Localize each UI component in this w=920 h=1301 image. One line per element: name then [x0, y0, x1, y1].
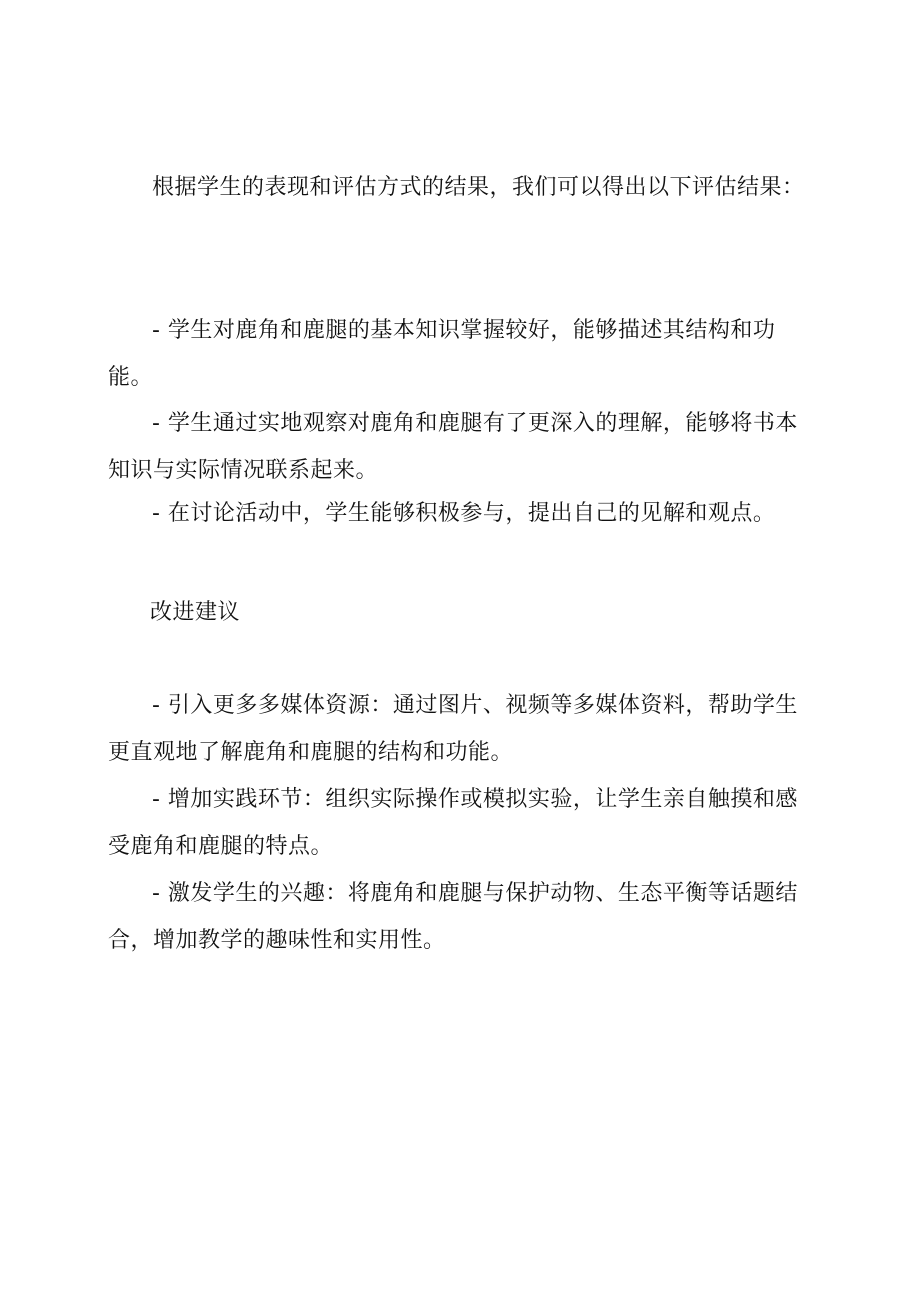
suggestion-3: - 激发学生的兴趣：将鹿角和鹿腿与保护动物、生态平衡等话题结合，增加教学的趣味性和实用性。 [108, 881, 798, 953]
suggestion-2: - 增加实践环节：组织实际操作或模拟实验，让学生亲自触摸和感受鹿角和鹿腿的特点。 [108, 787, 798, 859]
assessment-intro: 根据学生的表现和评估方式的结果，我们可以得出以下评估结果： [152, 175, 805, 200]
improvement-heading: 改进建议 [150, 600, 241, 625]
assessment-result-3: - 在讨论活动中，学生能够积极参与，提出自己的见解和观点。 [152, 501, 776, 526]
assessment-result-2: - 学生通过实地观察对鹿角和鹿腿有了更深入的理解，能够将书本知识与实际情况联系起来。 [108, 411, 798, 483]
assessment-result-1: - 学生对鹿角和鹿腿的基本知识掌握较好，能够描述其结构和功能。 [108, 318, 776, 390]
suggestion-1: - 引入更多多媒体资源：通过图片、视频等多媒体资料，帮助学生更直观地了解鹿角和鹿腿的结构和功能。 [108, 693, 798, 765]
